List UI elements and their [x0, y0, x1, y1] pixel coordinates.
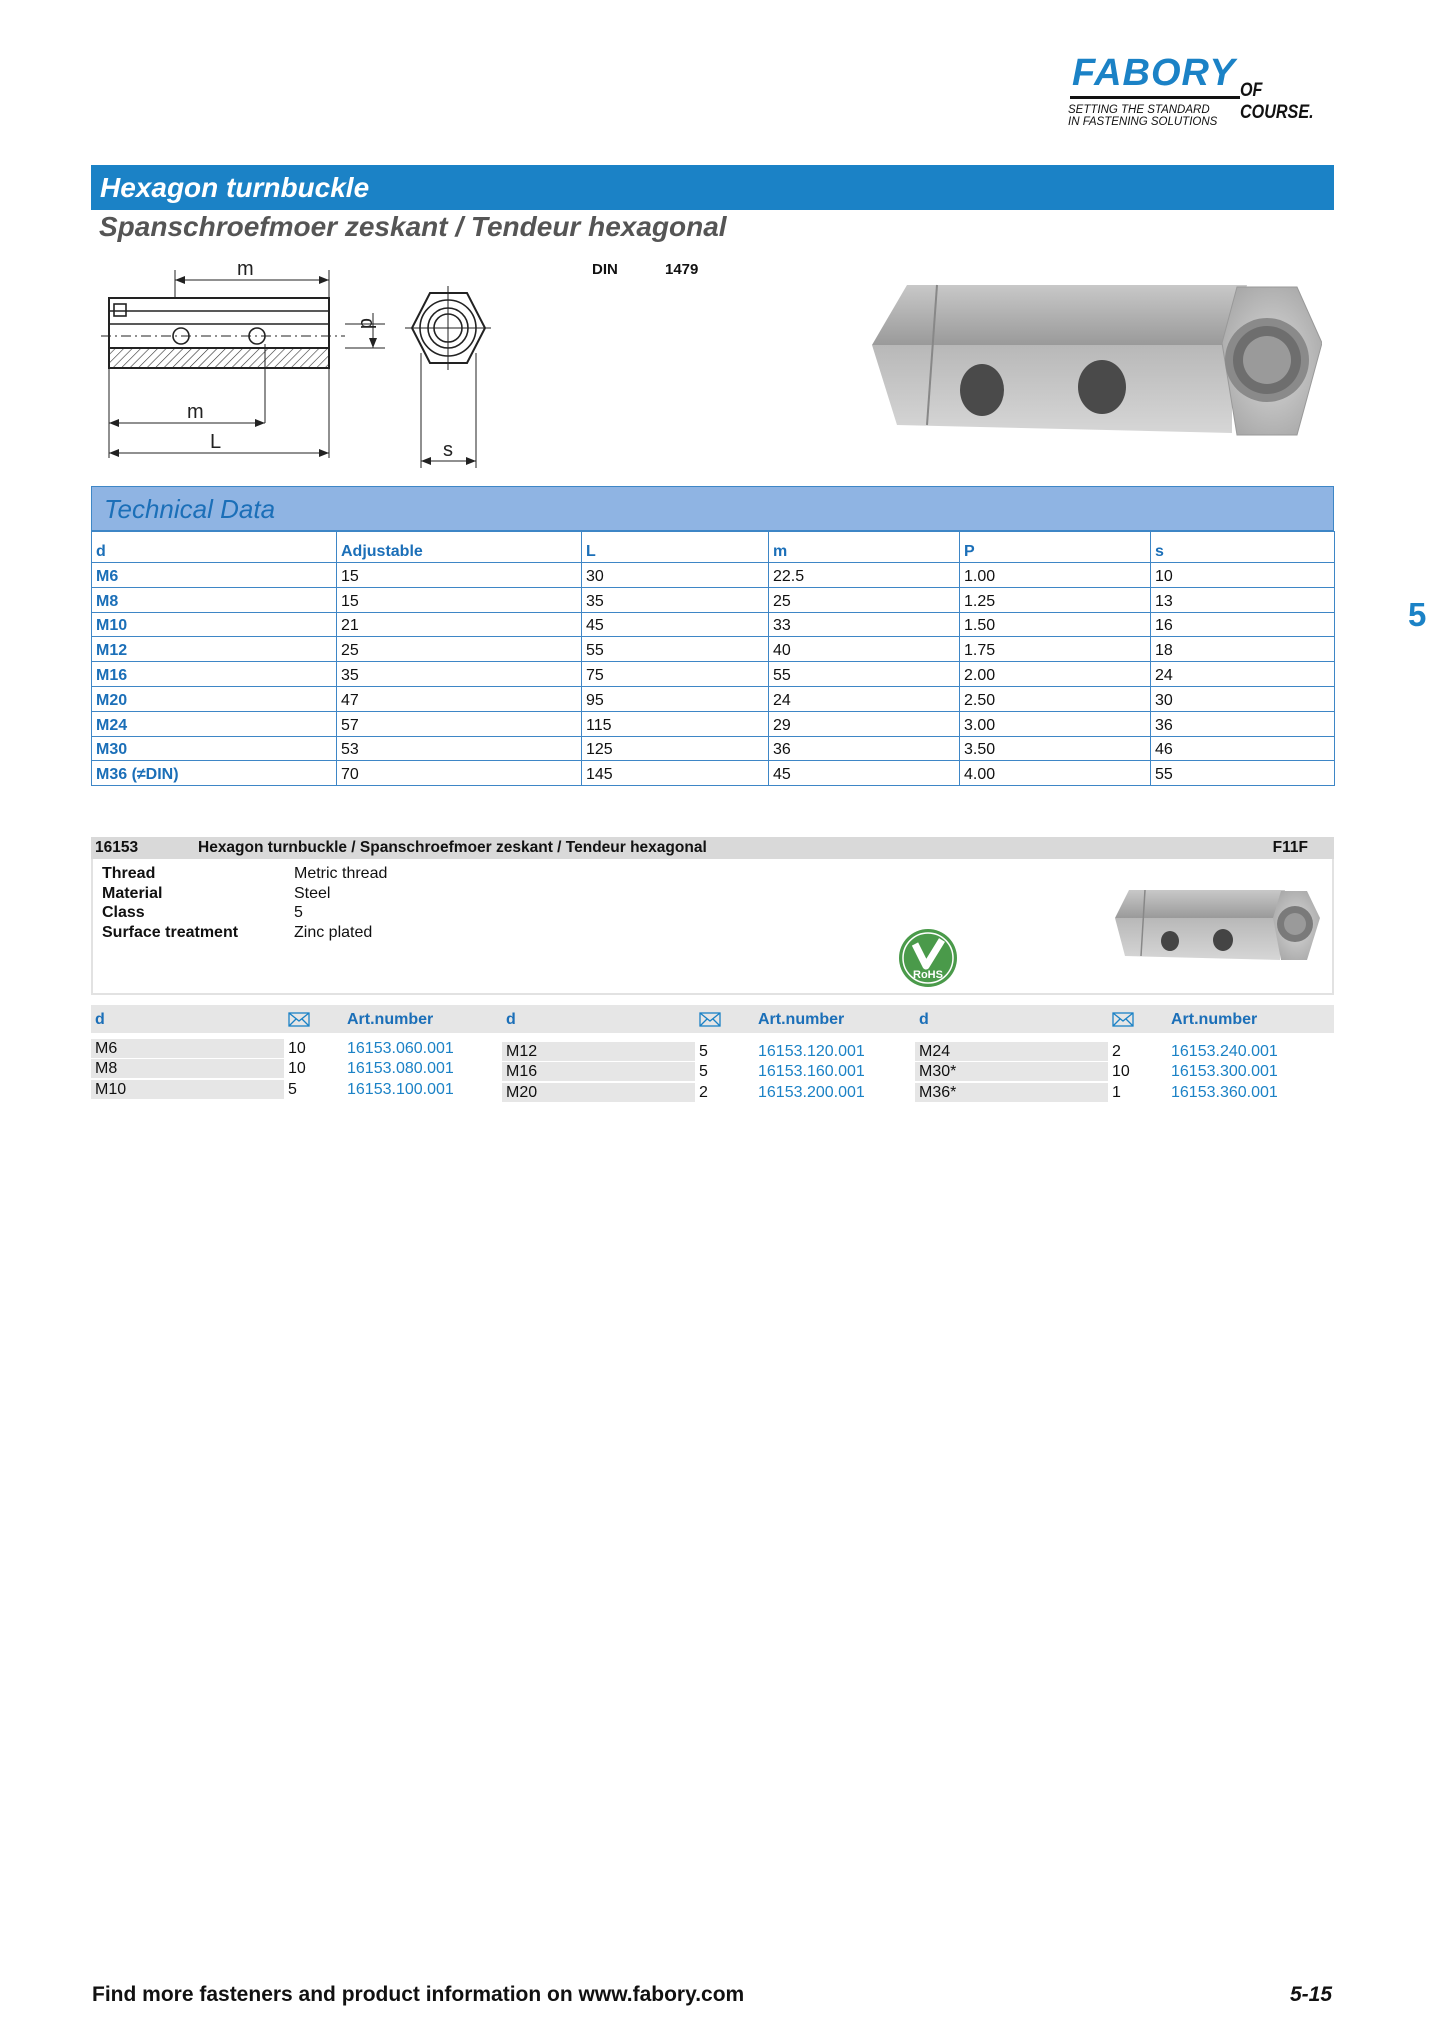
rohs-label: RoHS	[913, 969, 943, 981]
size-cell: M8	[92, 587, 337, 612]
value-cell: 55	[769, 662, 960, 687]
table-row	[92, 637, 1335, 662]
logo-brand: FABORY	[1072, 52, 1236, 94]
value-cell: 45	[582, 612, 769, 637]
value-cell: 16	[1151, 612, 1335, 637]
value-cell: 47	[337, 686, 582, 711]
product-header	[91, 837, 1334, 859]
value-cell: 40	[769, 637, 960, 662]
product-properties	[100, 865, 500, 943]
technical-drawing	[95, 258, 515, 473]
value-cell: 1.25	[960, 587, 1151, 612]
article-column-3	[915, 1042, 1315, 1103]
header-cell: L	[582, 532, 769, 563]
header-d: d	[506, 1011, 516, 1028]
size-cell: M12	[92, 637, 337, 662]
article-quantity: 2	[699, 1083, 708, 1101]
article-quantity: 5	[699, 1063, 708, 1081]
value-cell: 53	[337, 736, 582, 761]
value-cell: 57	[337, 711, 582, 736]
article-size: M30*	[915, 1062, 1108, 1081]
property-row	[100, 885, 500, 905]
property-row	[100, 904, 500, 924]
value-cell: 30	[582, 563, 769, 588]
value-cell: 1.50	[960, 612, 1151, 637]
value-cell: 15	[337, 563, 582, 588]
technical-data-header	[91, 486, 1334, 531]
value-cell: 3.00	[960, 711, 1151, 736]
article-quantity: 5	[699, 1043, 708, 1060]
value-cell: 4.00	[960, 761, 1151, 786]
value-cell: 18	[1151, 637, 1335, 662]
value-cell: 13	[1151, 587, 1335, 612]
article-number-link[interactable]: 16153.120.001	[758, 1043, 865, 1060]
article-number-link[interactable]: 16153.360.001	[1171, 1083, 1278, 1101]
article-number-link[interactable]: 16153.160.001	[758, 1063, 865, 1081]
size-cell: M24	[92, 711, 337, 736]
size-cell: M6	[92, 563, 337, 588]
value-cell: 33	[769, 612, 960, 637]
article-size: M36*	[915, 1083, 1108, 1102]
value-cell: 15	[337, 587, 582, 612]
size-cell: M10	[92, 612, 337, 637]
value-cell: 125	[582, 736, 769, 761]
page-number: 5-15	[1290, 1983, 1333, 2006]
technical-data-table	[91, 531, 1335, 786]
article-size: M6	[91, 1039, 284, 1058]
din-label: DIN	[592, 261, 618, 278]
article-row	[915, 1083, 1315, 1103]
article-row	[91, 1039, 491, 1059]
dim-label-m-bottom: m	[187, 401, 204, 423]
article-size: M8	[91, 1059, 284, 1078]
property-key: Thread	[102, 865, 156, 882]
article-quantity: 2	[1112, 1043, 1121, 1060]
article-number-link[interactable]: 16153.060.001	[347, 1040, 454, 1057]
header-cell: Adjustable	[337, 532, 582, 563]
value-cell: 2.00	[960, 662, 1151, 687]
value-cell: 55	[1151, 761, 1335, 786]
technical-data-section	[91, 486, 1334, 786]
table-row	[92, 587, 1335, 612]
article-row	[915, 1062, 1315, 1082]
logo-slogan: OF COURSE.	[1240, 80, 1314, 123]
property-value: 5	[294, 904, 303, 921]
property-value: Metric thread	[294, 865, 388, 882]
value-cell: 2.50	[960, 686, 1151, 711]
article-size: M10	[91, 1080, 284, 1099]
dim-label-d: d	[356, 318, 378, 330]
table-row	[92, 711, 1335, 736]
din-value: 1479	[665, 261, 699, 278]
fabory-logo	[1062, 52, 1352, 132]
value-cell: 3.50	[960, 736, 1151, 761]
header-cell: m	[769, 532, 960, 563]
article-number-link[interactable]: 16153.100.001	[347, 1080, 454, 1098]
article-column-2	[502, 1042, 902, 1103]
article-size: M24	[915, 1042, 1108, 1061]
article-size: M16	[502, 1062, 695, 1081]
turnbuckle-photo	[872, 275, 1322, 450]
article-row	[502, 1062, 902, 1082]
article-row	[915, 1042, 1315, 1062]
article-number-link[interactable]: 16153.200.001	[758, 1083, 865, 1101]
chapter-number: 5	[1408, 596, 1427, 633]
header-cell: P	[960, 532, 1151, 563]
property-key: Material	[102, 884, 163, 902]
value-cell: 75	[582, 662, 769, 687]
title-bar	[91, 165, 1334, 210]
value-cell: 1.75	[960, 637, 1151, 662]
technical-data-header-row	[92, 532, 1335, 563]
package-envelope-icon	[288, 1012, 310, 1027]
article-quantity: 10	[288, 1040, 306, 1057]
article-number-link[interactable]: 16153.080.001	[347, 1060, 454, 1078]
article-column-1	[91, 1039, 491, 1100]
value-cell: 21	[337, 612, 582, 637]
value-cell: 46	[1151, 736, 1335, 761]
value-cell: 145	[582, 761, 769, 786]
product-class-code: F11F	[1272, 839, 1308, 856]
header-art-number: Art.number	[1171, 1011, 1258, 1028]
table-row	[92, 563, 1335, 588]
value-cell: 35	[582, 587, 769, 612]
value-cell: 35	[337, 662, 582, 687]
header-d: d	[919, 1011, 929, 1028]
table-row	[92, 761, 1335, 786]
size-cell: M36 (≠DIN)	[92, 761, 337, 786]
value-cell: 29	[769, 711, 960, 736]
article-row	[502, 1042, 902, 1062]
turnbuckle-thumbnail	[1115, 886, 1320, 966]
product-name: Hexagon turnbuckle / Spanschroefmoer zeskant / Tendeur hexagonal	[198, 839, 707, 856]
value-cell: 22.5	[769, 563, 960, 588]
property-row	[100, 924, 500, 944]
table-row	[92, 686, 1335, 711]
header-cell: d	[92, 532, 337, 563]
value-cell: 25	[769, 587, 960, 612]
page-title: Hexagon turnbuckle	[100, 172, 370, 203]
property-row	[100, 865, 500, 885]
technical-data-title: Technical Data	[104, 494, 276, 524]
article-quantity: 1	[1112, 1083, 1121, 1101]
property-value: Zinc plated	[294, 923, 373, 941]
article-table-header	[91, 1005, 1334, 1033]
value-cell: 70	[337, 761, 582, 786]
value-cell: 30	[1151, 686, 1335, 711]
article-size: M20	[502, 1083, 695, 1102]
value-cell: 45	[769, 761, 960, 786]
dim-label-m-top: m	[237, 258, 254, 280]
size-cell: M16	[92, 662, 337, 687]
package-envelope-icon	[1112, 1012, 1134, 1027]
header-art-number: Art.number	[347, 1011, 434, 1028]
package-envelope-icon	[699, 1012, 721, 1027]
value-cell: 24	[769, 686, 960, 711]
rohs-icon	[898, 928, 958, 988]
property-value: Steel	[294, 884, 331, 902]
value-cell: 36	[1151, 711, 1335, 736]
value-cell: 24	[1151, 662, 1335, 687]
header-art-number: Art.number	[758, 1011, 845, 1028]
property-key: Surface treatment	[102, 923, 239, 941]
page-subtitle: Spanschroefmoer zeskant / Tendeur hexagonal	[99, 211, 727, 242]
product-code: 16153	[95, 839, 139, 856]
header-cell: s	[1151, 532, 1335, 563]
value-cell: 36	[769, 736, 960, 761]
article-row	[91, 1059, 491, 1079]
logo-underline	[1070, 96, 1240, 99]
article-number-link[interactable]: 16153.240.001	[1171, 1043, 1278, 1060]
article-row	[91, 1080, 491, 1100]
table-row	[92, 662, 1335, 687]
article-size: M12	[502, 1042, 695, 1061]
article-row	[502, 1083, 902, 1103]
value-cell: 55	[582, 637, 769, 662]
table-row	[92, 612, 1335, 637]
article-quantity: 10	[1112, 1063, 1130, 1081]
value-cell: 115	[582, 711, 769, 736]
value-cell: 25	[337, 637, 582, 662]
size-cell: M30	[92, 736, 337, 761]
article-quantity: 5	[288, 1080, 297, 1098]
footer-text: Find more fasteners and product information on www.fabory.com	[92, 1983, 745, 2006]
property-key: Class	[102, 904, 145, 921]
article-quantity: 10	[288, 1060, 306, 1078]
header-d: d	[95, 1011, 105, 1028]
article-number-link[interactable]: 16153.300.001	[1171, 1063, 1278, 1081]
value-cell: 10	[1151, 563, 1335, 588]
table-row	[92, 736, 1335, 761]
dim-label-s: s	[443, 439, 453, 461]
size-cell: M20	[92, 686, 337, 711]
value-cell: 1.00	[960, 563, 1151, 588]
logo-tagline: SETTING THE STANDARD IN FASTENING SOLUTIONS	[1068, 104, 1218, 128]
value-cell: 95	[582, 686, 769, 711]
dim-label-L: L	[210, 431, 222, 453]
